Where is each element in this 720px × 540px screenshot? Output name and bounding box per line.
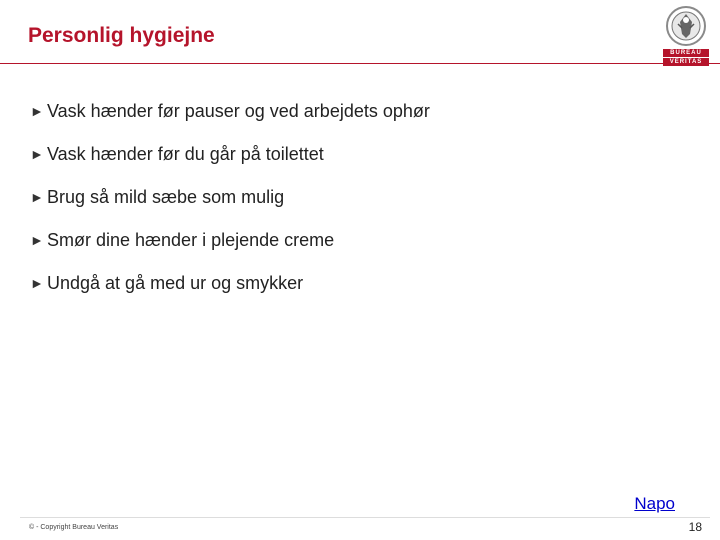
bullet-text: Brug så mild sæbe som mulig (47, 187, 285, 207)
bullet-text: Smør dine hænder i plejende creme (47, 230, 335, 250)
bullet-arrow-icon: ► (30, 146, 44, 162)
bullet-text: Vask hænder før du går på toilettet (47, 144, 324, 164)
copyright-notice: © - Copyright Bureau Veritas (29, 524, 119, 531)
logo-text-bureau: BUREAU (663, 49, 709, 57)
bullet-text: Undgå at gå med ur og smykker (47, 273, 304, 293)
bullet-item (30, 272, 430, 315)
logo-text-veritas: VERITAS (663, 58, 709, 66)
bullet-text: Vask hænder før pauser og ved arbejdets ophør (47, 101, 430, 121)
bullet-item (30, 143, 430, 186)
bullet-item (30, 229, 430, 272)
bullet-list (30, 100, 430, 315)
slide-title: Personlig hygiejne (28, 24, 215, 47)
logo-emblem-icon (662, 4, 710, 48)
title-divider (0, 63, 720, 64)
bullet-item (30, 100, 430, 143)
bullet-arrow-icon: ► (30, 275, 44, 291)
bullet-arrow-icon: ► (30, 103, 44, 119)
bullet-arrow-icon: ► (30, 232, 44, 248)
bullet-item (30, 186, 430, 229)
page-number: 18 (688, 520, 702, 534)
footer-divider (20, 517, 710, 518)
bureau-veritas-logo (660, 4, 712, 66)
bullet-arrow-icon: ► (30, 189, 44, 205)
napo-link[interactable]: Napo (634, 494, 675, 513)
